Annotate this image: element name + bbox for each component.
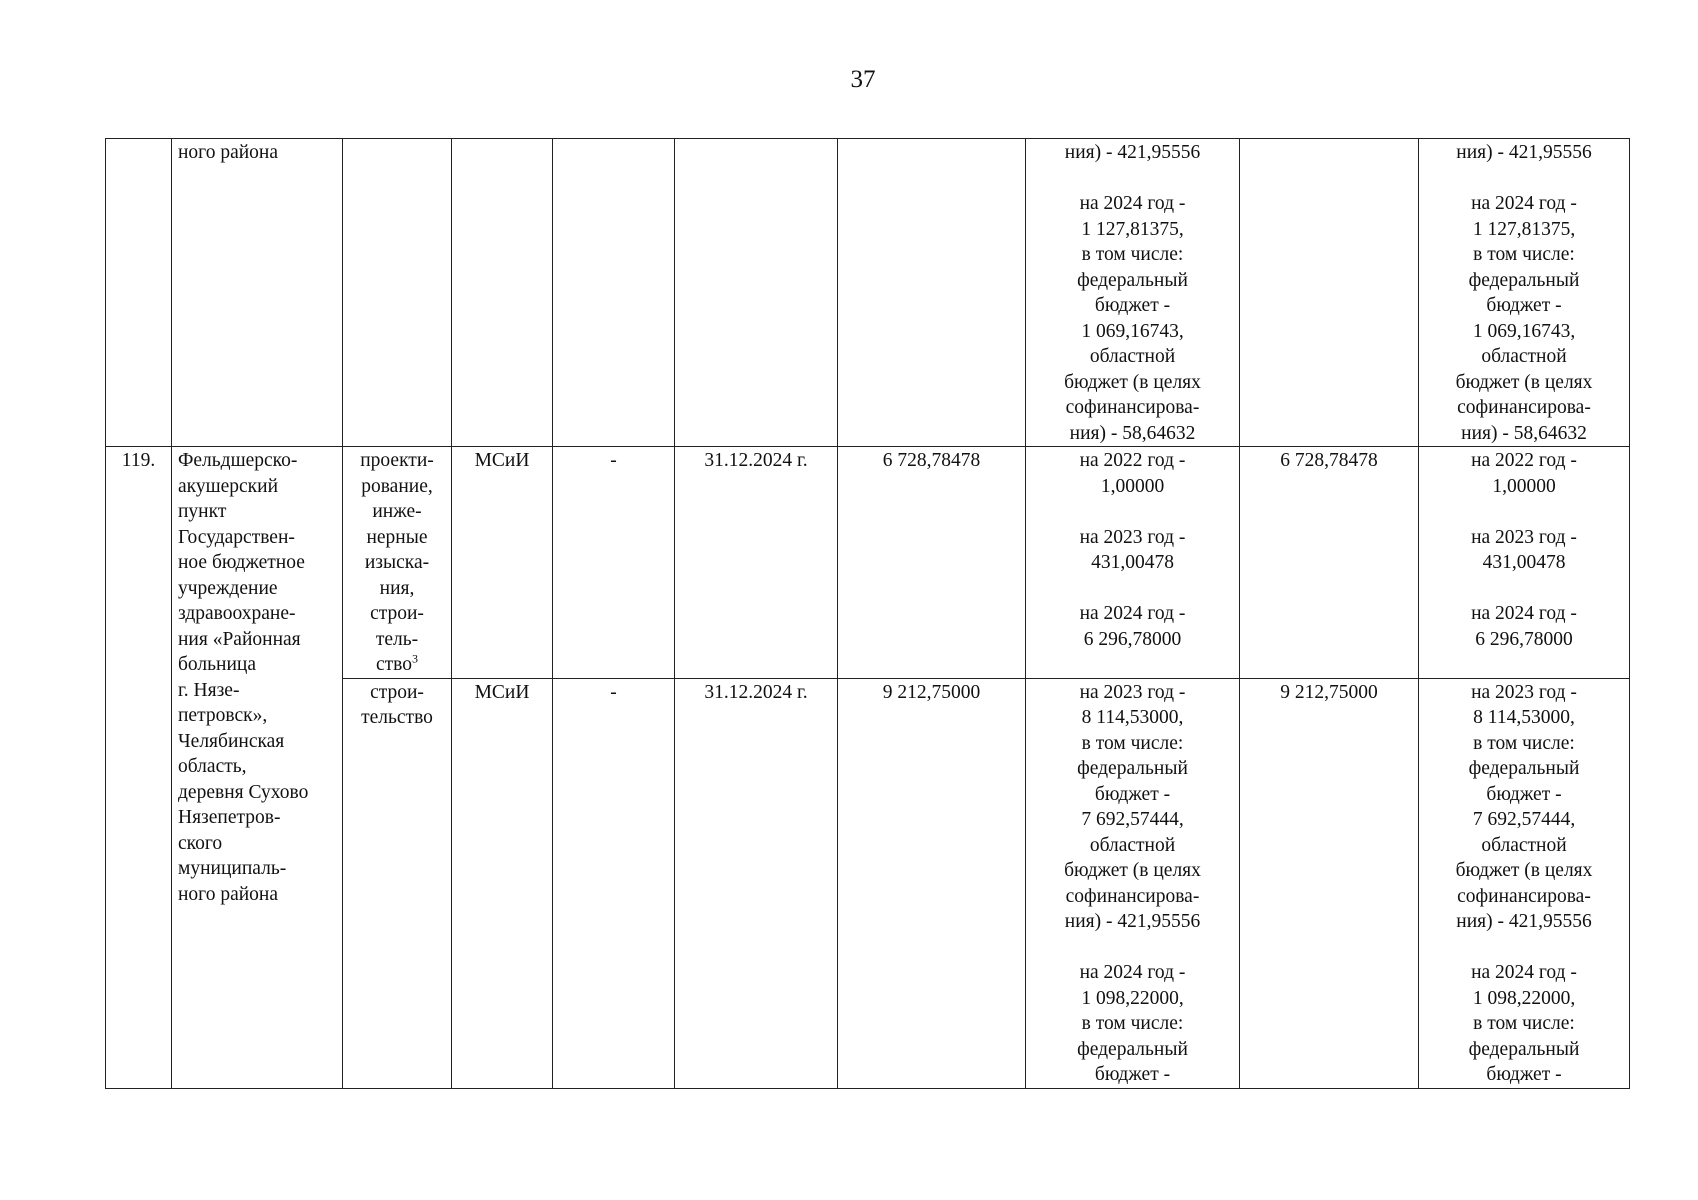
cell-total-financing (1026, 678, 1240, 1088)
cell-budget-amount (1240, 139, 1419, 447)
cell-deadline (675, 139, 838, 447)
cell-customer: МСиИ (452, 447, 553, 679)
cell-budget-financing (1419, 139, 1630, 447)
financing-part: на 2024 год - 1 127,81375, в том числе: федеральный бюджет - 1 069,16743, областной бюджет (в целях софинансирова- ния) - 58,64632 (1455, 193, 1593, 444)
cell-number (106, 139, 172, 447)
cell-work-type: строи- тельство (343, 678, 452, 1088)
cell-estimated-cost (838, 139, 1026, 447)
cell-budget-amount: 6 728,78478 (1240, 447, 1419, 679)
financing-part: на 2023 год - 8 114,53000, в том числе: федеральный бюджет - 7 692,57444, областной бюджет (в целях софинансирова- ния) - 421,95556 (1064, 681, 1201, 932)
financing-part: на 2022 год - 1,00000 (1471, 450, 1577, 497)
cell-work-type (343, 447, 452, 679)
cell-budget-amount: 9 212,75000 (1240, 678, 1419, 1088)
cell-deadline: 31.12.2024 г. (675, 447, 838, 679)
cell-dash (553, 139, 675, 447)
work-type-text: проекти- рование, инже- нерные изыска- ния, строи- тель- ство (360, 450, 434, 675)
financing-part: на 2024 год - 1 098,22000, в том числе: федеральный бюджет - (1077, 962, 1188, 1085)
cell-total-financing (1026, 139, 1240, 447)
financing-part: на 2023 год - 431,00478 (1079, 526, 1186, 573)
cell-customer (452, 139, 553, 447)
financing-part: ния) - 421,95556 (1064, 142, 1201, 163)
financing-part: на 2022 год - 1,00000 (1079, 450, 1186, 497)
financing-part: на 2024 год - 6 296,78000 (1079, 603, 1186, 650)
cell-estimated-cost: 9 212,75000 (838, 678, 1026, 1088)
investment-objects-table (105, 138, 1630, 1089)
financing-part: на 2023 год - 431,00478 (1471, 526, 1577, 573)
financing-part: на 2024 год - 6 296,78000 (1471, 603, 1577, 650)
cell-dash: - (553, 678, 675, 1088)
cell-budget-financing (1419, 447, 1630, 679)
cell-budget-financing (1419, 678, 1630, 1088)
cell-total-financing (1026, 447, 1240, 679)
cell-work-type (343, 139, 452, 447)
cell-number: 119. (106, 447, 172, 1089)
cell-deadline: 31.12.2024 г. (675, 678, 838, 1088)
cell-object-name: Фельдшерско- акушерский пункт Государствен- ное бюджетное учреждение здравоохране- ния «Районная больница г. Нязе- петровск», Челябинская область, деревня Сухово Нязепетров- ского муниципаль- ного района (172, 447, 343, 1089)
cell-object-name: ного района (172, 139, 343, 447)
financing-part: ния) - 421,95556 (1456, 142, 1592, 163)
financing-part: на 2024 год - 1 127,81375, в том числе: федеральный бюджет - 1 069,16743, областной бюджет (в целях софинансирова- ния) - 58,64632 (1064, 193, 1201, 444)
footnote-mark: 3 (412, 651, 418, 666)
financing-part: на 2024 год - 1 098,22000, в том числе: федеральный бюджет - (1468, 962, 1580, 1085)
page-number: 37 (850, 66, 876, 93)
cell-dash: - (553, 447, 675, 679)
cell-estimated-cost: 6 728,78478 (838, 447, 1026, 679)
table-row-119a (106, 447, 1630, 679)
financing-part: на 2023 год - 8 114,53000, в том числе: федеральный бюджет - 7 692,57444, областной бюджет (в целях софинансирова- ния) - 421,95556 (1455, 681, 1593, 932)
table-row-continued (106, 139, 1630, 447)
cell-customer: МСиИ (452, 678, 553, 1088)
